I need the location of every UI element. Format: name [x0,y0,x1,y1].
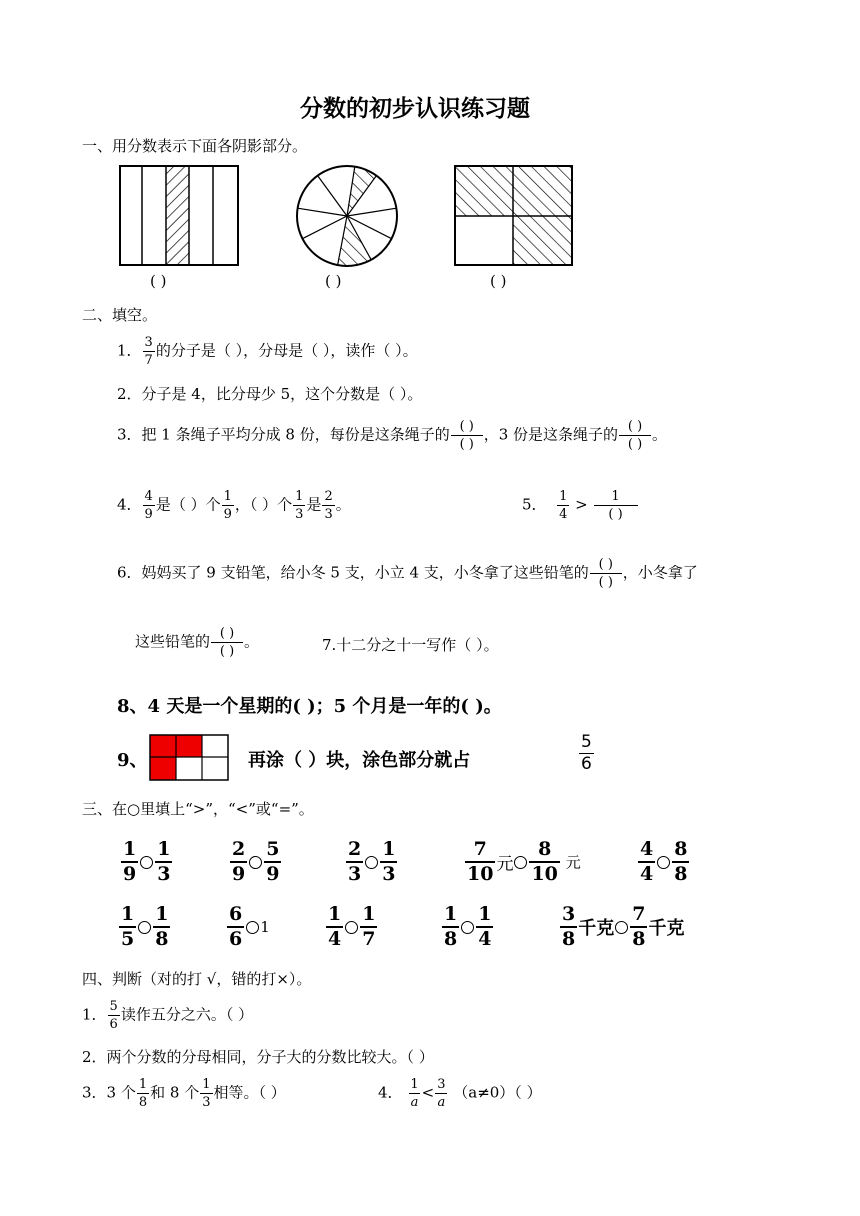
answer-blank-1[interactable]: ( ) [150,272,167,290]
compare-circle[interactable] [140,856,153,869]
judgement-3: 3．3 个 $\frac{1}{8}$ 和 8 个 $\frac{1}{3}$ 相等。（ ） [82,1077,286,1110]
question-2-4: 4． $\frac{4}{9}$ 是（ ）个 $\frac{1}{9}$ ，（ ）个 $\frac{1}{3}$ 是 $\frac{2}{3}$ 。 [117,489,351,522]
compare-circle[interactable] [461,921,474,934]
compare-item: $\frac{4}{4}$ $\frac{8}{8}$ [640,838,688,885]
section-4-heading: 四、判断（对的打 √，错的打×）。 [82,970,312,988]
compare-item: $\frac{1}{5}$ $\frac{1}{8}$ [121,903,169,950]
question-2-9-label: 9、 [117,750,148,771]
compare-circle[interactable] [657,856,670,869]
compare-circle[interactable] [249,856,262,869]
answer-blank-3[interactable]: ( ) [490,272,507,290]
compare-item: $\frac{3}{8}$ 千克 $\frac{7}{8}$ 千克 [562,903,685,950]
question-2-6: 6．妈妈买了 9 支铅笔，给小冬 5 支，小立 4 支，小冬拿了这些铅笔的 $\frac{( )}{( )}$ ，小冬拿了 [117,557,698,590]
compare-item: $\frac{1}{8}$ $\frac{1}{4}$ [444,903,492,950]
judgement-2: 2．两个分数的分母相同，分子大的分数比较大。（ ） [82,1048,434,1066]
compare-item: $\frac{2}{3}$ $\frac{1}{3}$ [348,838,396,885]
question-2-5: 5． $\frac{1}{4}$ > $\frac{1}{( )}$ [522,490,639,521]
compare-circle[interactable] [615,921,628,934]
figure-shaded-circle [295,164,399,268]
compare-item: $\frac{6}{6}$ 1 [229,903,270,950]
question-2-8: 8、4 天是一个星期的( )；5 个月是一年的( )。 [117,696,502,717]
question-2-3: 3．把 1 条绳子平均分成 8 份，每份是这条绳子的 $\frac{( )}{( )}$ ，3 份是这条绳子的 $\frac{( )}{( )}$ 。 [117,419,668,452]
judgement-4: 4． $\frac{1}{a}$ < $\frac{3}{a}$ （a≠0）（ ） [378,1077,542,1110]
question-2-1: 1． $\frac{3}{7}$ 的分子是（ ），分母是（ ），读作（ ）。 [117,335,418,368]
page-title: 分数的初步认识练习题 [300,95,530,122]
question-2-2: 2．分子是 4，比分母少 5，这个分数是（ ）。 [117,385,423,403]
compare-item: $\frac{7}{10}$ 元 $\frac{8}{10}$ 元 [467,838,581,885]
question-2-7: 7.十二分之十一写作（ ）。 [322,636,499,654]
grid-3x2-partially-colored [149,734,231,782]
compare-circle[interactable] [138,921,151,934]
section-2-heading: 二、填空。 [82,306,158,324]
compare-circle[interactable] [345,921,358,934]
question-2-6-continued: 这些铅笔的 $\frac{( )}{( )}$ 。 [135,626,260,659]
figure-striped-rectangle [118,165,242,267]
judgement-1: 1． $\frac{5}{6}$ 读作五分之六。（ ） [82,999,254,1032]
compare-item: $\frac{2}{9}$ $\frac{5}{9}$ [232,838,280,885]
compare-circle[interactable] [246,921,259,934]
compare-item: $\frac{1}{4}$ $\frac{1}{7}$ [328,903,376,950]
compare-circle[interactable] [365,856,378,869]
compare-circle[interactable] [514,856,527,869]
compare-item: $\frac{1}{9}$ $\frac{1}{3}$ [123,838,171,885]
section-3-heading: 三、在○里填上“>”，“<”或“=”。 [82,800,314,818]
section-1-heading: 一、用分数表示下面各阴影部分。 [82,137,308,155]
question-2-9-text: 再涂（ ）块，涂色部分就占 [248,750,471,771]
answer-blank-2[interactable]: ( ) [325,272,342,290]
question-2-9-fraction: $\frac{5}{6}$ [581,732,592,774]
figure-shaded-square [453,165,575,267]
